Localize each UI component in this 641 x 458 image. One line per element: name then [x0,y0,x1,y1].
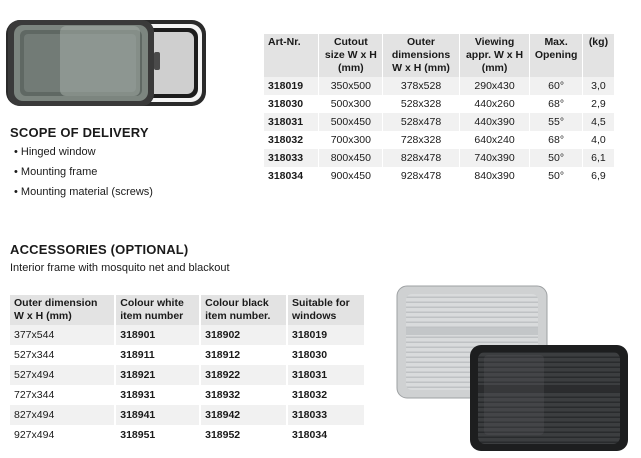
cell-cutout: 900x450 [319,167,383,185]
col-art-nr: Art-Nr. [264,34,319,77]
cell-art-nr: 318034 [264,167,319,185]
table-row [10,405,365,425]
table-row [10,385,365,405]
col-colour-black: Colour black item number. [200,295,287,325]
cell-dimension: 377x544 [10,325,115,345]
cell-outer: 378x528 [383,77,460,95]
cell-dimension: 827x494 [10,405,115,425]
interior-frame-image [394,283,632,453]
table-row [10,345,365,365]
cell-weight: 6,1 [582,149,614,167]
cell-suitable: 318031 [287,365,365,385]
cell-outer: 828x478 [383,149,460,167]
cell-white-item: 318931 [115,385,200,405]
cell-outer: 528x478 [383,113,460,131]
cell-outer: 928x478 [383,167,460,185]
cell-black-item: 318902 [200,325,287,345]
cell-suitable: 318034 [287,425,365,445]
cell-cutout: 500x300 [319,95,383,113]
cell-opening: 60° [530,77,583,95]
cell-suitable: 318019 [287,325,365,345]
col-outer: Outer dimensions W x H (mm) [383,34,460,77]
cell-viewing: 740x390 [459,149,530,167]
cell-dimension: 727x344 [10,385,115,405]
table-row [264,95,615,113]
cell-white-item: 318951 [115,425,200,445]
cell-suitable: 318030 [287,345,365,365]
list-item: • Mounting material (screws) [14,182,153,202]
cell-weight: 6,9 [582,167,614,185]
col-viewing: Viewing appr. W x H (mm) [459,34,530,77]
cell-cutout: 350x500 [319,77,383,95]
cell-white-item: 318901 [115,325,200,345]
col-opening: Max. Opening [530,34,583,77]
cell-opening: 50° [530,167,583,185]
cell-black-item: 318932 [200,385,287,405]
list-item: • Hinged window [14,142,153,162]
spec-table [264,34,615,185]
col-cutout: Cutout size W x H (mm) [319,34,383,77]
col-suitable-for: Suitable for windows [287,295,365,325]
cell-black-item: 318922 [200,365,287,385]
cell-opening: 68° [530,131,583,149]
table-row [264,77,615,95]
col-weight: (kg) [582,34,614,77]
cell-viewing: 640x240 [459,131,530,149]
cell-black-item: 318942 [200,405,287,425]
cell-dimension: 927x494 [10,425,115,445]
table-row [264,149,615,167]
cell-viewing: 840x390 [459,167,530,185]
accessories-subtitle: Interior frame with mosquito net and blackout [10,262,230,274]
cell-opening: 68° [530,95,583,113]
scope-list [14,142,153,202]
accessories-title: ACCESSORIES (OPTIONAL) [10,242,189,257]
accessories-table [10,295,366,445]
table-row [264,167,615,185]
cell-weight: 2,9 [582,95,614,113]
list-item: • Mounting frame [14,162,153,182]
cell-viewing: 290x430 [459,77,530,95]
scope-title: SCOPE OF DELIVERY [10,125,149,140]
table-header-row [10,295,365,325]
cell-weight: 4,0 [582,131,614,149]
cell-outer: 528x328 [383,95,460,113]
cell-outer: 728x328 [383,131,460,149]
cell-suitable: 318032 [287,385,365,405]
col-colour-white: Colour white item number [115,295,200,325]
cell-black-item: 318912 [200,345,287,365]
cell-white-item: 318911 [115,345,200,365]
col-outer-dimension: Outer dimension W x H (mm) [10,295,115,325]
cell-art-nr: 318031 [264,113,319,131]
cell-opening: 55° [530,113,583,131]
cell-black-item: 318952 [200,425,287,445]
cell-white-item: 318921 [115,365,200,385]
cell-white-item: 318941 [115,405,200,425]
cell-opening: 50° [530,149,583,167]
cell-art-nr: 318032 [264,131,319,149]
table-row [10,325,365,345]
cell-art-nr: 318033 [264,149,319,167]
cell-viewing: 440x260 [459,95,530,113]
cell-weight: 4,5 [582,113,614,131]
cell-viewing: 440x390 [459,113,530,131]
cell-dimension: 527x494 [10,365,115,385]
table-row [264,113,615,131]
table-row [10,365,365,385]
cell-suitable: 318033 [287,405,365,425]
hinged-window-image [4,16,210,108]
cell-dimension: 527x344 [10,345,115,365]
table-row [10,425,365,445]
cell-art-nr: 318019 [264,77,319,95]
cell-weight: 3,0 [582,77,614,95]
cell-cutout: 500x450 [319,113,383,131]
table-header-row [264,34,615,77]
table-row [264,131,615,149]
cell-art-nr: 318030 [264,95,319,113]
cell-cutout: 700x300 [319,131,383,149]
cell-cutout: 800x450 [319,149,383,167]
